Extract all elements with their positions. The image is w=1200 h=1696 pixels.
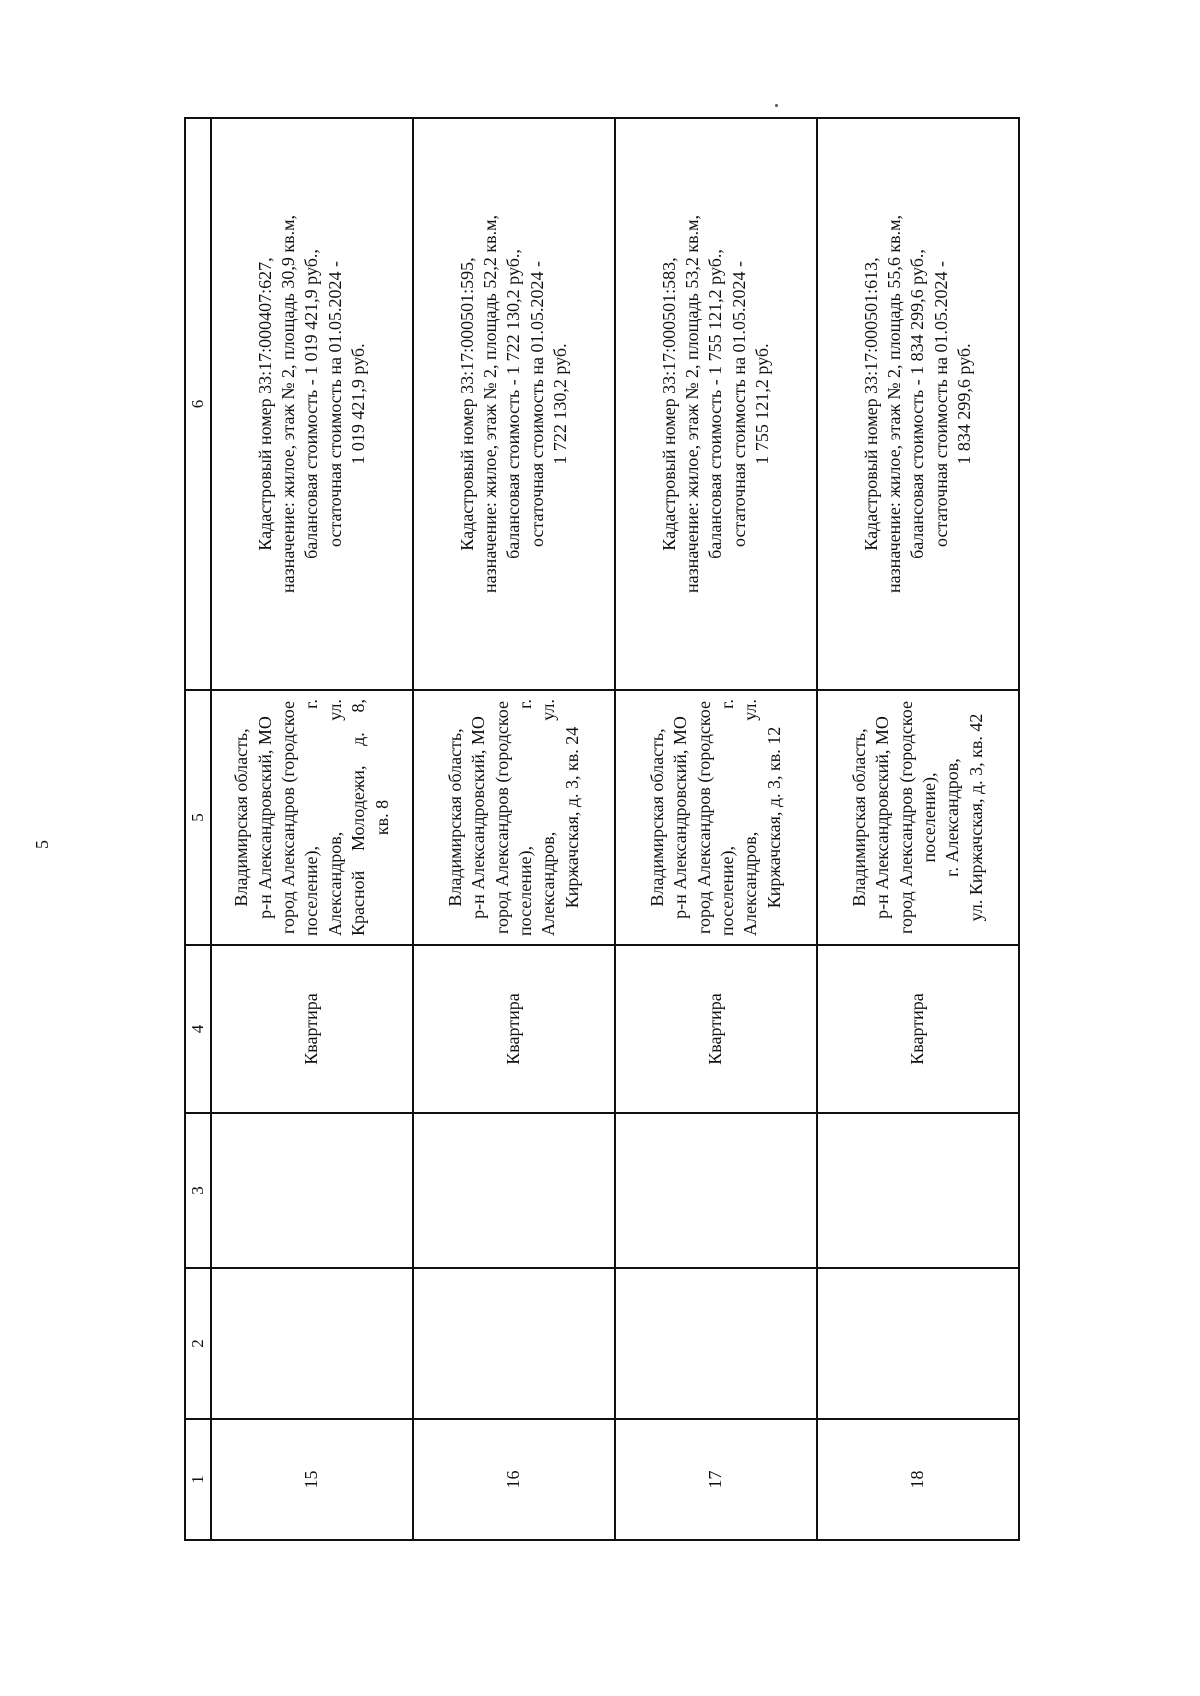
address-line: Владимирская область, [848,728,869,907]
address-line: Александров, ул. [538,699,559,936]
address-line: поселение), г. [717,699,737,936]
address-line: Киржачская, д. 3, кв. 12 [763,726,784,909]
column-number-6: 6 [185,118,211,690]
page-number: 5 [32,840,52,849]
column-number-4: 4 [185,945,211,1113]
address-line: р-н Александровский, МО [872,716,893,919]
property-address [211,690,413,945]
description-line: остаточная стоимость на 01.05.2024 - [930,261,951,547]
description-line: остаточная стоимость на 01.05.2024 - [526,261,547,547]
property-type: Квартира [615,945,817,1113]
address-line: поселение), [918,772,939,863]
address-line: город Александров (городское [278,701,299,934]
column-3-cell [615,1113,817,1268]
description-line: 1 019 421,9 руб. [348,343,369,465]
address-line: Владимирская область, [444,728,465,907]
rotated-table-container [184,119,1020,1541]
description-line: Кадастровый номер 33:17:000501:613, [860,257,881,551]
row-number: 15 [211,1419,413,1540]
column-2-cell [615,1268,817,1419]
description-line: остаточная стоимость на 01.05.2024 - [324,261,345,547]
column-2-cell [211,1268,413,1419]
description-line: назначение: жилое, этаж № 2, площадь 55,6 кв.м, [883,214,904,594]
address-line: поселение), г. [515,699,536,936]
column-3-cell [817,1113,1019,1268]
property-description [615,118,817,690]
description-line: назначение: жилое, этаж № 2, площадь 52,2 кв.м, [479,214,500,594]
address-line: г. Александров, [942,758,963,877]
address-line: Красной Молодежи, д. 8, [348,699,369,936]
description-line: Кадастровый номер 33:17:000407:627, [254,257,275,551]
address-line: Киржачская, д. 3, кв. 24 [561,726,582,909]
description-line: назначение: жилое, этаж № 2, площадь 30,9 кв.м, [278,214,299,594]
table-row [615,118,817,1540]
table-row [413,118,615,1540]
row-number: 18 [817,1419,1019,1540]
description-line: балансовая стоимость - 1 722 130,2 руб., [503,249,524,559]
property-type: Квартира [817,945,1019,1113]
address-line: р-н Александровский, МО [670,716,691,919]
address-line: город Александров (городское [693,701,714,934]
address-line: кв. 8 [371,799,392,836]
address-line: Владимирская область, [231,728,252,907]
address-line: р-н Александровский, МО [254,716,275,919]
address-line: р-н Александровский, МО [468,716,489,919]
property-registry-table [184,117,1020,1541]
column-3-cell [211,1113,413,1268]
description-line: балансовая стоимость - 1 834 299,6 руб., [907,249,928,559]
description-line: остаточная стоимость на 01.05.2024 - [728,261,749,547]
property-address [413,690,615,945]
column-number-3: 3 [185,1113,211,1268]
property-address [817,690,1019,945]
description-line: Кадастровый номер 33:17:000501:595, [456,257,477,551]
column-number-header-row [185,118,211,1540]
column-number-1: 1 [185,1419,211,1540]
column-number-5: 5 [185,690,211,945]
address-line: Александров, ул. [324,699,345,936]
address-line: город Александров (городское [895,701,916,934]
property-description [211,118,413,690]
description-line: назначение: жилое, этаж № 2, площадь 53,2 кв.м, [681,214,702,594]
address-line: ул. Киржачская, д. 3, кв. 42 [965,713,986,922]
row-number: 16 [413,1419,615,1540]
column-3-cell [413,1113,615,1268]
property-description [817,118,1019,690]
property-type: Квартира [413,945,615,1113]
column-number-2: 2 [185,1268,211,1419]
description-line: 1 755 121,2 руб. [752,343,773,465]
description-line: Кадастровый номер 33:17:000501:583, [658,257,679,551]
description-line: 1 834 299,6 руб. [954,343,975,465]
property-type: Квартира [211,945,413,1113]
address-line: город Александров (городское [491,701,512,934]
row-number: 17 [615,1419,817,1540]
description-line: 1 722 130,2 руб. [550,343,571,465]
column-2-cell [413,1268,615,1419]
column-2-cell [817,1268,1019,1419]
address-line: поселение), г. [301,699,322,936]
scan-artifact-dot [775,104,778,107]
property-description [413,118,615,690]
description-line: балансовая стоимость - 1 755 121,2 руб., [705,249,726,559]
address-line: Александров, ул. [740,699,761,936]
table-row [211,118,413,1540]
table-row [817,118,1019,1540]
property-address [615,690,817,945]
description-line: балансовая стоимость - 1 019 421,9 руб., [301,249,322,559]
address-line: Владимирская область, [646,728,667,907]
